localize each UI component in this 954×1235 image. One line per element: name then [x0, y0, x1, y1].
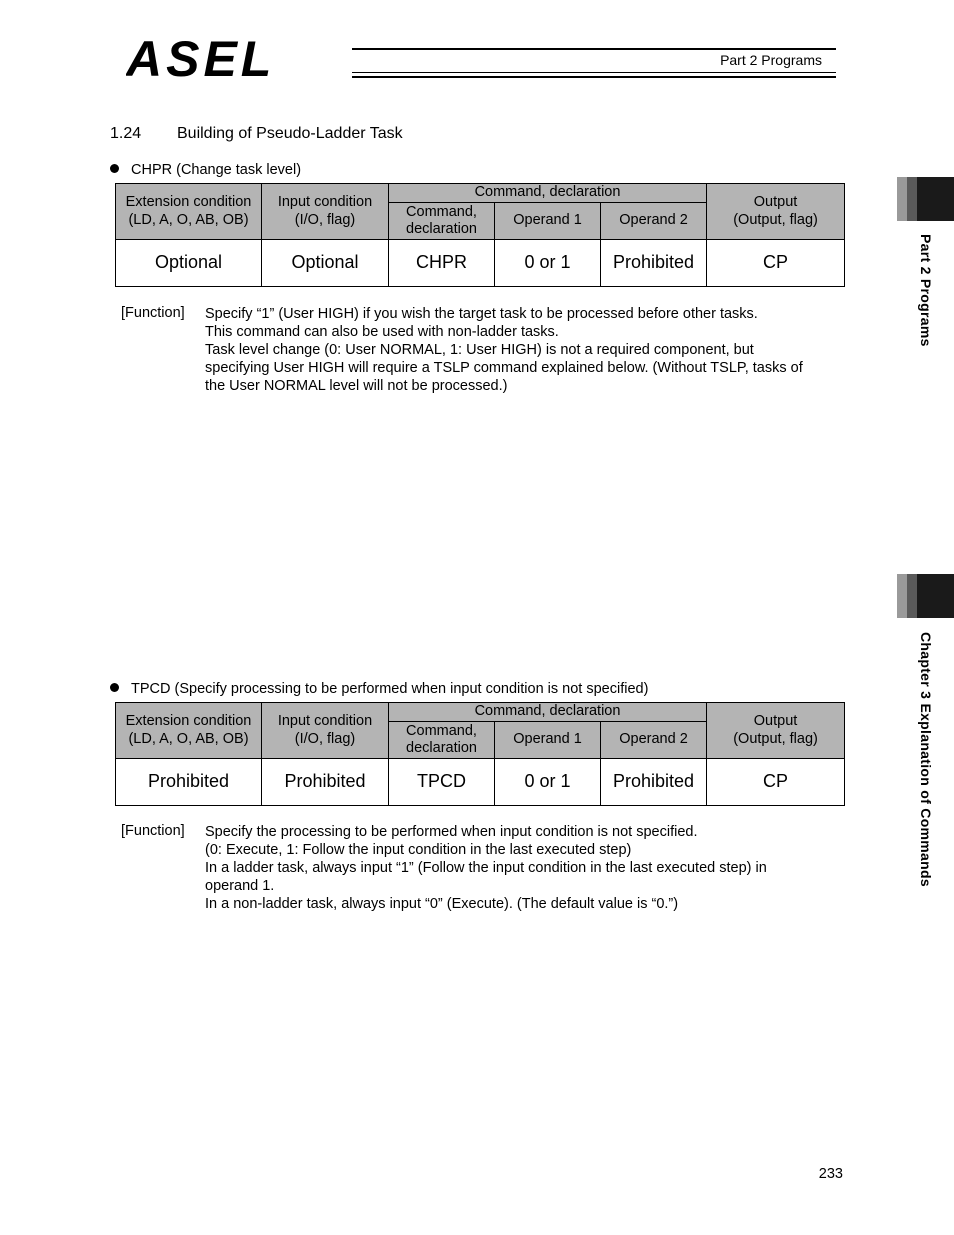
- header-operand1: Operand 1: [495, 203, 601, 240]
- header-command-declaration-group: Command, declaration: [389, 184, 707, 203]
- function-line: In a ladder task, always input “1” (Follow the input condition in the last executed step) in: [205, 860, 767, 876]
- cell-command: TPCD: [389, 759, 495, 806]
- logo-text: ASEL: [126, 34, 276, 80]
- cell-command: CHPR: [389, 240, 495, 287]
- command-bullet-tpcd: [110, 681, 648, 697]
- cell-operand2: Prohibited: [601, 240, 707, 287]
- function-line: This command can also be used with non-ladder tasks.: [205, 324, 559, 340]
- header-extension-condition: Extension condition (LD, A, O, AB, OB): [116, 184, 262, 240]
- function-line: specifying User HIGH will require a TSLP command explained below. (Without TSLP, tasks of: [205, 360, 803, 376]
- command-table-tpcd: [115, 702, 845, 806]
- cell-operand1: 0 or 1: [495, 240, 601, 287]
- side-label-part: Part 2 Programs: [918, 234, 934, 347]
- function-line: (0: Execute, 1: Follow the input condition in the last executed step): [205, 842, 632, 858]
- bullet-dot-icon: [110, 164, 119, 173]
- header-output: Output (Output, flag): [707, 703, 845, 759]
- header-operand2: Operand 2: [601, 722, 707, 759]
- side-tab-chapter: [897, 574, 954, 618]
- cell-input: Optional: [262, 240, 389, 287]
- header-rule-top: [352, 48, 836, 50]
- function-label-tpcd: [Function]: [121, 823, 185, 839]
- function-line: the User NORMAL level will not be processed.): [205, 378, 508, 394]
- command-bullet-chpr: [110, 162, 301, 178]
- function-text-tpcd: [205, 823, 855, 913]
- function-line: Specify the processing to be performed when input condition is not specified.: [205, 824, 698, 840]
- function-line: operand 1.: [205, 878, 275, 894]
- cell-operand2: Prohibited: [601, 759, 707, 806]
- function-line: In a non-ladder task, always input “0” (Execute). (The default value is “0.”): [205, 896, 679, 912]
- section-title-text: Building of Pseudo-Ladder Task: [177, 125, 403, 142]
- header-operand2: Operand 2: [601, 203, 707, 240]
- header-part-label: Part 2 Programs: [720, 52, 822, 68]
- side-label-chapter: Chapter 3 Explanation of Commands: [918, 632, 934, 887]
- page-number: 233: [818, 1166, 843, 1182]
- bullet-text: TPCD (Specify processing to be performed when input condition is not specified): [131, 681, 649, 697]
- header-input-condition: Input condition (I/O, flag): [262, 703, 389, 759]
- function-line: Task level change (0: User NORMAL, 1: User HIGH) is not a required component, but: [205, 342, 754, 358]
- header-rule-middle: [352, 72, 836, 73]
- cell-operand1: 0 or 1: [495, 759, 601, 806]
- cell-output: CP: [707, 759, 845, 806]
- header-command-declaration: Command, declaration: [389, 722, 495, 759]
- function-label-chpr: [Function]: [121, 305, 185, 321]
- cell-input: Prohibited: [262, 759, 389, 806]
- function-text-chpr: [205, 305, 855, 395]
- cell-extension: Optional: [116, 240, 262, 287]
- asel-logo: [126, 34, 348, 80]
- cell-extension: Prohibited: [116, 759, 262, 806]
- command-table-chpr: [115, 183, 845, 287]
- section-title: [110, 125, 403, 143]
- header-operand1: Operand 1: [495, 722, 601, 759]
- header-command-declaration: Command, declaration: [389, 203, 495, 240]
- header-input-condition: Input condition (I/O, flag): [262, 184, 389, 240]
- header-rule-bottom: [352, 76, 836, 78]
- header-extension-condition: Extension condition (LD, A, O, AB, OB): [116, 703, 262, 759]
- section-number: 1.24: [110, 125, 142, 142]
- header-command-declaration-group: Command, declaration: [389, 703, 707, 722]
- bullet-dot-icon: [110, 683, 119, 692]
- function-line: Specify “1” (User HIGH) if you wish the target task to be processed before other tasks.: [205, 306, 758, 322]
- header-output: Output (Output, flag): [707, 184, 845, 240]
- side-tab-part: [897, 177, 954, 221]
- bullet-text: CHPR (Change task level): [131, 162, 302, 178]
- cell-output: CP: [707, 240, 845, 287]
